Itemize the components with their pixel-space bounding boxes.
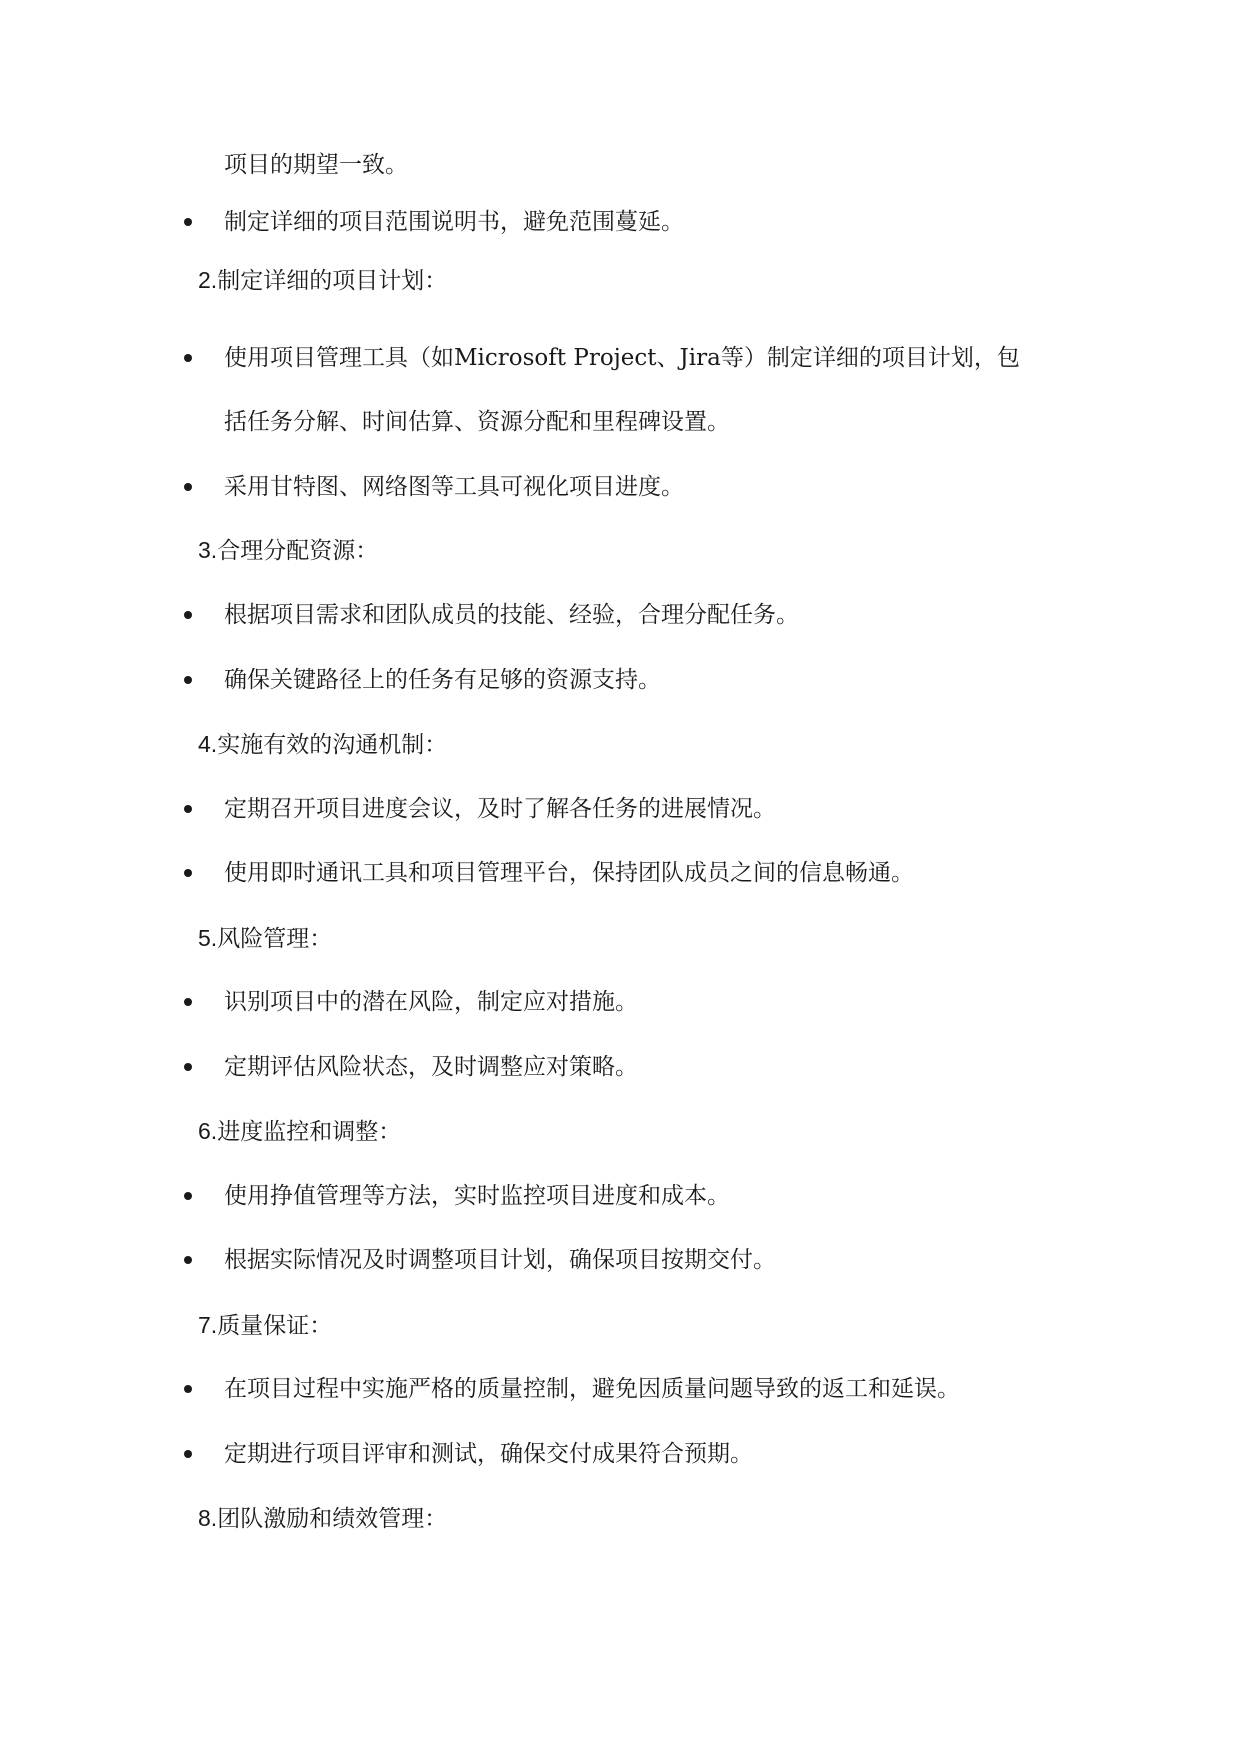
bullet-text: 定期评估风险状态，及时调整应对策略。 [224,1054,638,1080]
heading-number: 2. [198,267,218,293]
heading-text: 实施有效的沟通机制： [217,732,448,758]
bullet-text: 制定详细的项目范围说明书，避免范围蔓延。 [224,209,684,235]
bullet-text: 使用即时通讯工具和项目管理平台，保持团队成员之间的信息畅通。 [224,860,914,886]
continuation-line [224,407,730,437]
heading-number: 5. [198,925,218,951]
section-heading [198,1503,447,1534]
heading-text: 进度监控和调整： [217,1119,402,1145]
bullet-text: 确保关键路径上的任务有足够的资源支持。 [224,667,661,693]
bullet-text: 识别项目中的潜在风险，制定应对措施。 [224,989,638,1015]
bullet-text: 使用挣值管理等方法，实时监控项目进度和成本。 [224,1183,730,1209]
bullet-icon [184,611,192,619]
heading-number: 7. [198,1312,218,1338]
section-heading [198,1116,401,1147]
bullet-text: 采用甘特图、网络图等工具可视化项目进度。 [224,474,684,500]
bullet-icon [184,1256,192,1264]
heading-text: 制定详细的项目计划： [217,268,448,294]
section-heading [198,265,447,296]
heading-number: 3. [198,537,218,563]
bullet-text: 定期进行项目评审和测试，确保交付成果符合预期。 [224,1441,753,1467]
bullet-icon [184,1450,192,1458]
bullet-icon [184,998,192,1006]
bullet-icon [184,869,192,877]
line-text: 项目的期望一致。 [224,152,408,178]
heading-number: 6. [198,1118,218,1144]
bullet-text: 在项目过程中实施严格的质量控制，避免因质量问题导致的返工和延误。 [224,1376,960,1402]
section-heading [198,1310,332,1341]
bullet-icon [184,1385,192,1393]
bullet-icon [184,354,192,362]
bullet-icon [184,805,192,813]
heading-text: 合理分配资源： [217,538,379,564]
continuation-line [224,150,408,180]
heading-text: 风险管理： [217,926,333,952]
heading-number: 4. [198,731,218,757]
line-text: 括任务分解、时间估算、资源分配和里程碑设置。 [224,409,730,435]
bullet-icon [184,676,192,684]
bullet-text: 根据项目需求和团队成员的技能、经验，合理分配任务。 [224,602,799,628]
section-heading [198,923,332,954]
heading-number: 8. [198,1505,218,1531]
bullet-icon [184,483,192,491]
bullet-text: 定期召开项目进度会议，及时了解各任务的进展情况。 [224,796,776,822]
bullet-icon [184,1192,192,1200]
bullet-icon [184,218,192,226]
section-heading [198,535,378,566]
heading-text: 质量保证： [217,1313,333,1339]
bullet-text: 使用项目管理工具（如Microsoft Project、Jira等）制定详细的项目计划，包 [224,345,1020,371]
bullet-text: 根据实际情况及时调整项目计划，确保项目按期交付。 [224,1247,776,1273]
heading-text: 团队激励和绩效管理： [217,1506,448,1532]
bullet-icon [184,1063,192,1071]
section-heading [198,729,447,760]
